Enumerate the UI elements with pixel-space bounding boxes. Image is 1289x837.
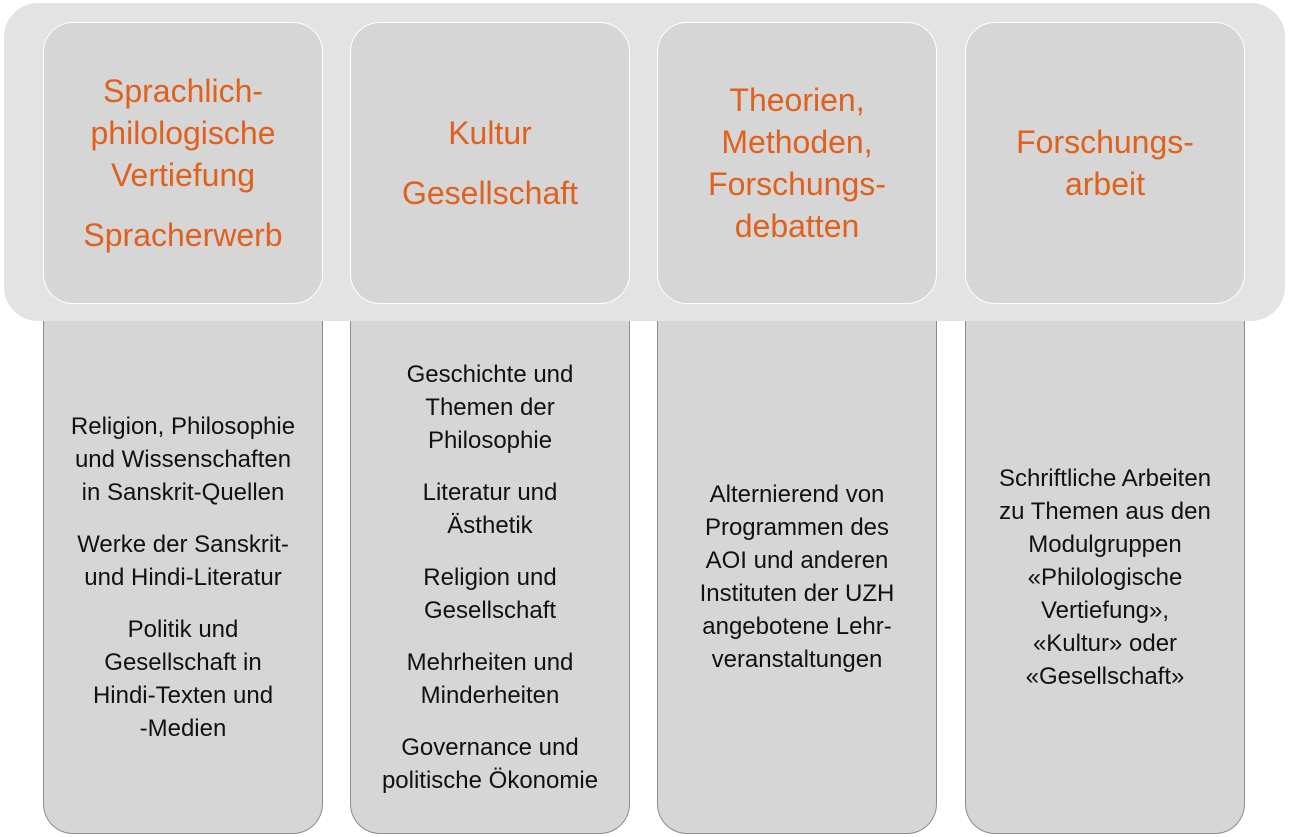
heading-line: Forschungs- <box>708 166 886 202</box>
heading-line: Theorien, <box>729 82 865 118</box>
item-line: Gesellschaft <box>423 596 557 624</box>
item-line: Modulgruppen <box>1028 530 1182 558</box>
content-item <box>694 478 901 676</box>
item-line: Minderheiten <box>420 681 560 709</box>
item-line: Philosophie <box>427 426 553 454</box>
heading-line: debatten <box>734 208 860 244</box>
column-heading-box <box>965 22 1245 304</box>
item-line: Werke der Sanskrit- <box>77 530 289 558</box>
item-line: Geschichte und <box>406 360 574 388</box>
column-content-box <box>657 321 937 834</box>
heading-line: Vertiefung <box>110 157 256 193</box>
item-line: Literatur und <box>422 478 558 506</box>
heading-line: philologische <box>90 115 276 151</box>
heading-line: Methoden, <box>721 124 873 160</box>
item-line: Schriftliche Arbeiten <box>998 464 1212 492</box>
item-line: Programmen des <box>704 514 890 541</box>
item-line: Mehrheiten und <box>406 648 574 676</box>
item-line: angebotene Lehr- <box>702 613 892 640</box>
content-item <box>65 410 301 509</box>
item-line: politische Ökonomie <box>381 766 599 794</box>
item-line: AOI und anderen <box>705 547 889 574</box>
item-line: und Hindi-Literatur <box>84 563 282 591</box>
item-line: Religion, Philosophie <box>70 412 296 440</box>
item-line: Politik und <box>127 615 239 643</box>
item-line: zu Themen aus den <box>999 497 1211 525</box>
item-line: Vertiefung», <box>1040 596 1170 624</box>
heading-line: Sprachlich- <box>102 73 264 109</box>
item-line: Alternierend von <box>709 481 885 508</box>
item-line: und Wissenschaften <box>74 445 292 473</box>
item-line: Gesellschaft in <box>104 648 262 676</box>
column-content-box <box>43 321 323 834</box>
column-heading-box <box>350 22 630 304</box>
item-line: in Sanskrit-Quellen <box>81 478 285 506</box>
item-line: «Gesellschaft» <box>1025 662 1185 690</box>
heading-line: Gesellschaft <box>401 175 579 211</box>
content-item <box>401 358 580 457</box>
column-heading-box <box>43 22 323 304</box>
column-heading-box <box>657 22 937 304</box>
item-line: Governance und <box>401 733 579 761</box>
content-item <box>376 731 604 797</box>
content-item <box>71 528 295 594</box>
item-line: veranstaltungen <box>711 646 883 673</box>
item-line: -Medien <box>139 714 227 742</box>
item-line: Ästhetik <box>447 511 533 539</box>
item-line: «Philologische <box>1027 563 1183 591</box>
item-line: Religion und <box>423 563 557 591</box>
heading-line: Spracherwerb <box>83 217 283 253</box>
column-content-box <box>350 321 630 834</box>
item-line: «Kultur» oder <box>1032 629 1178 657</box>
item-line: Hindi-Texten und <box>92 681 274 709</box>
item-line: Themen der <box>425 393 555 421</box>
content-item <box>417 561 562 627</box>
heading-line: arbeit <box>1064 166 1146 202</box>
content-item <box>993 462 1217 693</box>
content-item <box>417 476 564 542</box>
column-content-box <box>965 321 1245 834</box>
content-item <box>401 646 580 712</box>
content-item <box>87 613 279 745</box>
heading-line: Forschungs- <box>1016 124 1194 160</box>
heading-line: Kultur <box>448 115 532 151</box>
item-line: Instituten der UZH <box>699 580 895 607</box>
